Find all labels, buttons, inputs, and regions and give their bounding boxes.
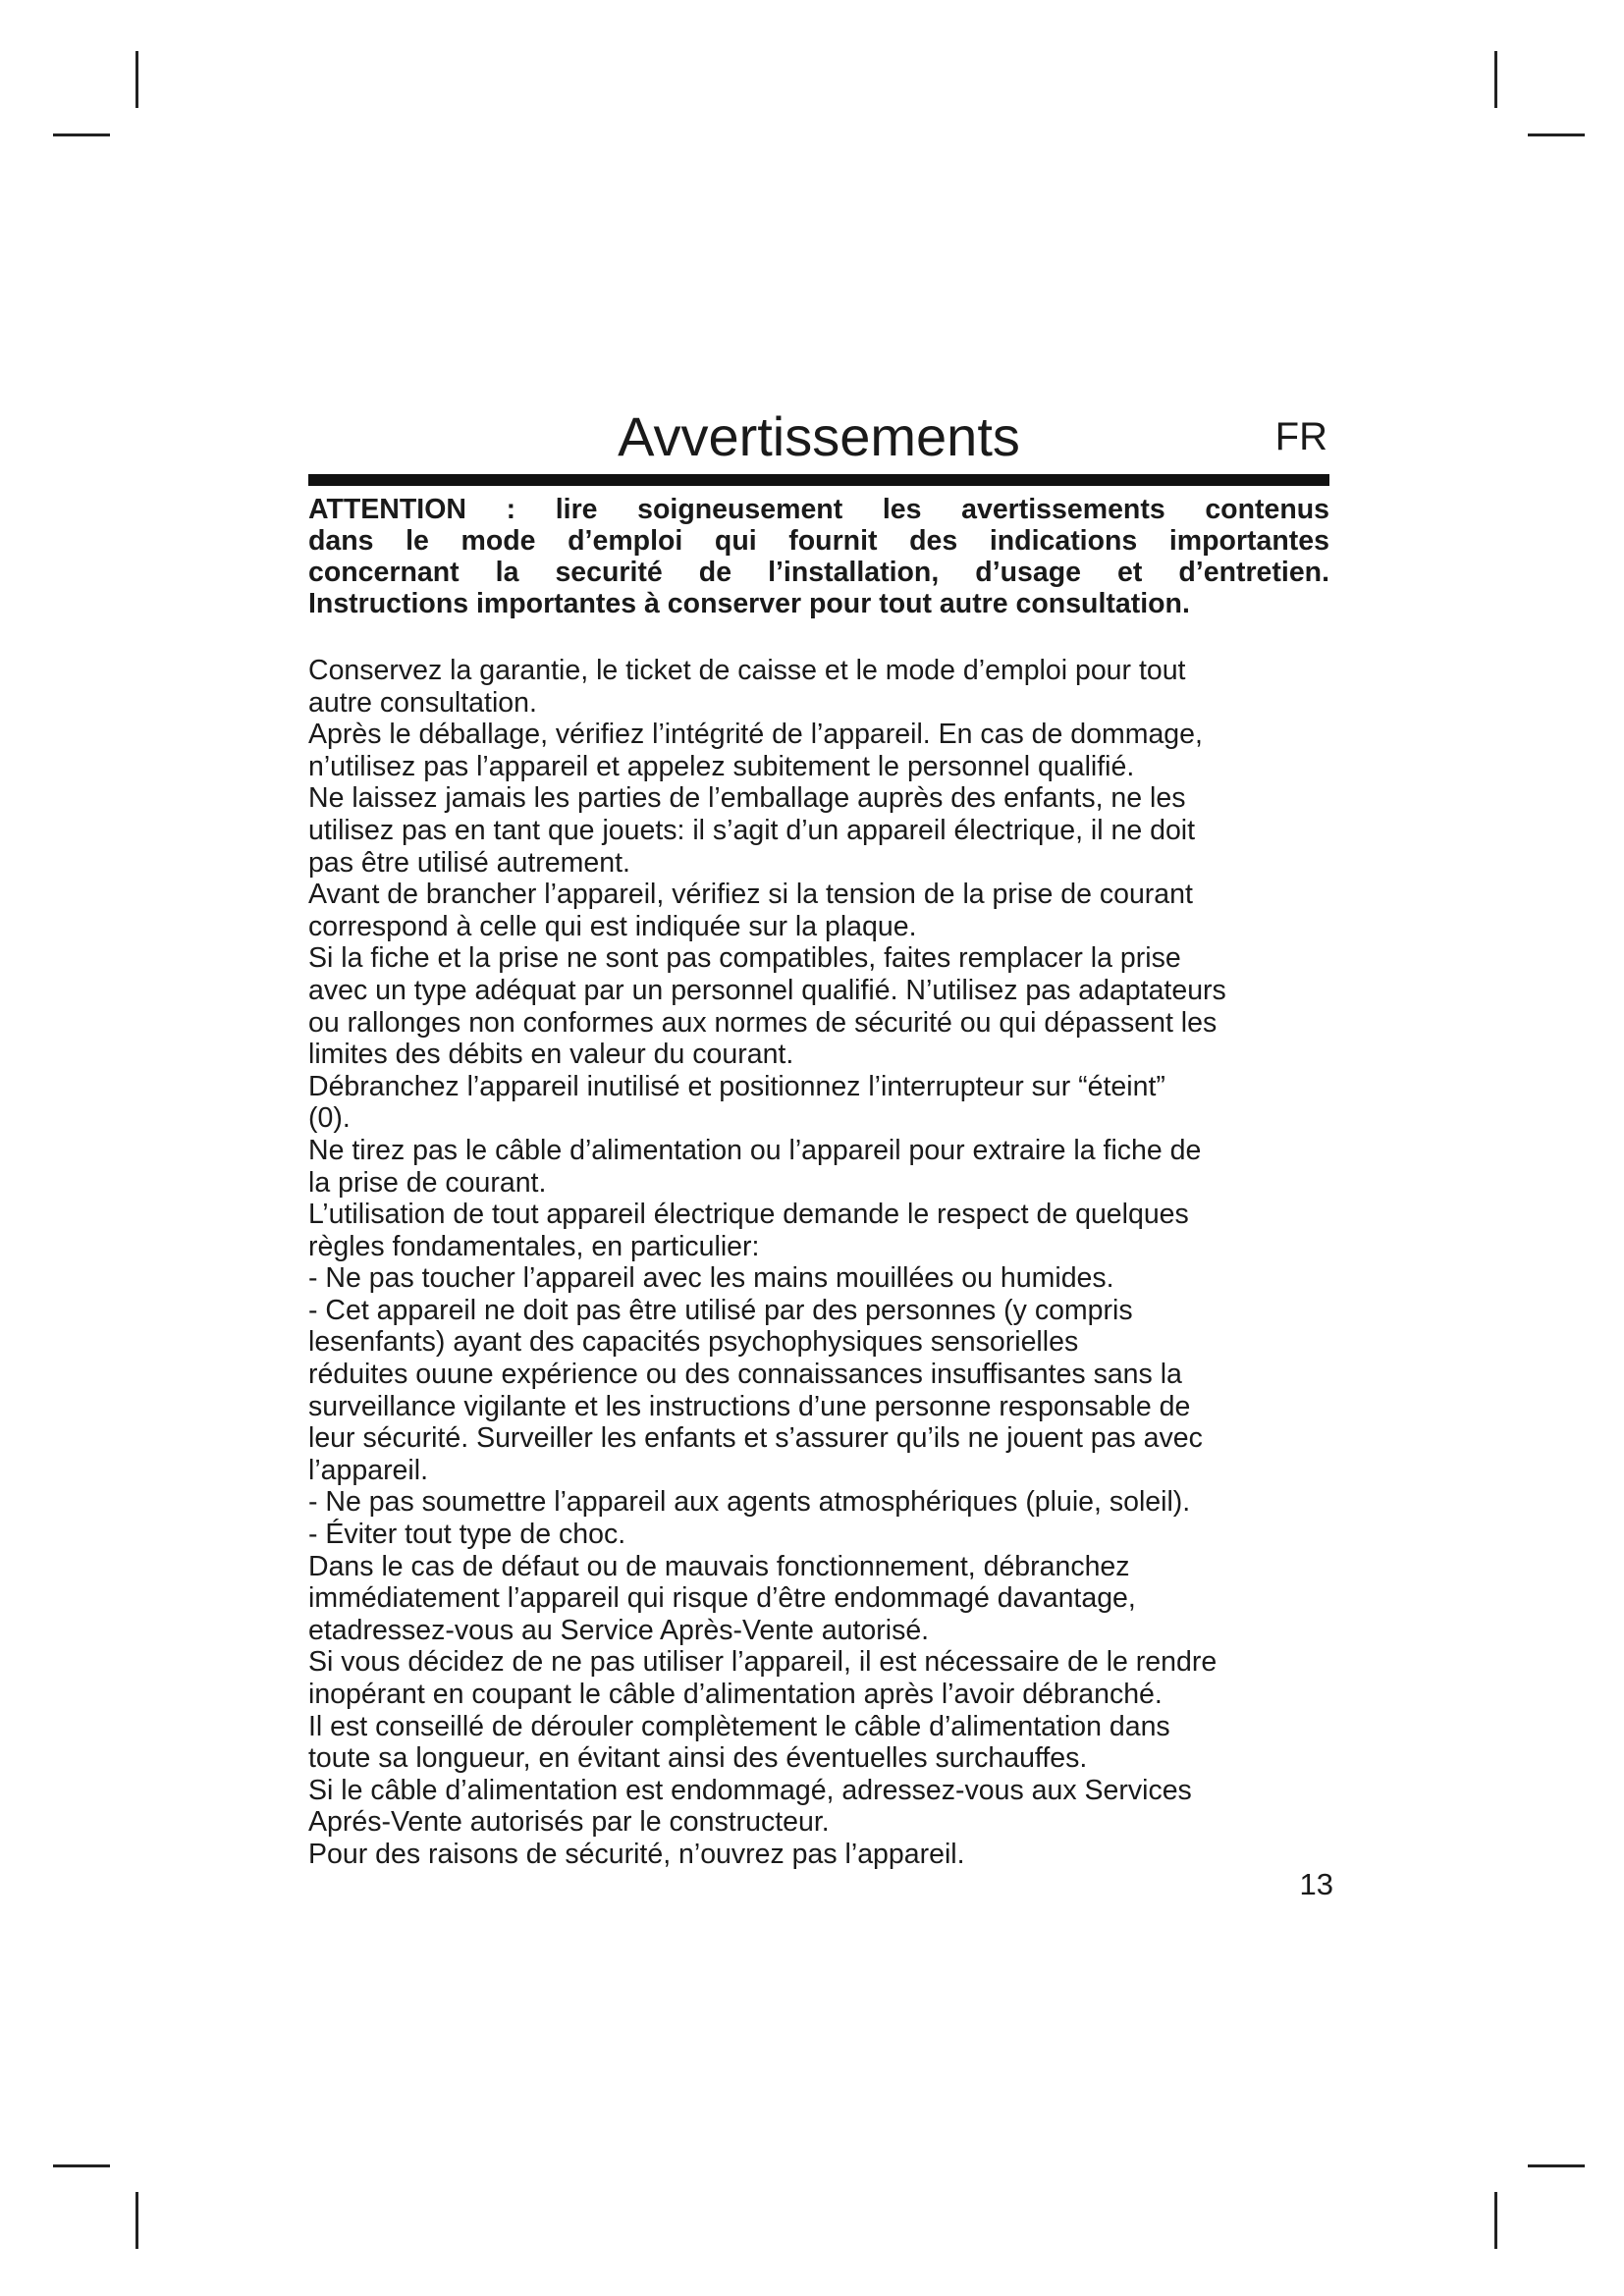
body-line: - Cet appareil ne doit pas être utilisé par des personnes (y compris [308,1294,1133,1326]
body-line: la prise de courant. [308,1166,547,1199]
body-line: Si la fiche et la prise ne sont pas compatibles, faites remplacer la prise [308,942,1181,975]
body-line: Si le câble d’alimentation est endommagé, adressez-vous aux Services [308,1774,1192,1806]
body-line: réduites ouune expérience ou des connaissances insuffisantes sans la [308,1359,1182,1391]
body-line: toute sa longueur, en évitant ainsi des éventuelles surchauffes. [308,1742,1088,1775]
body-line: Il est conseillé de dérouler complètement le câble d’alimentation dans [308,1710,1170,1742]
body-line: avec un type adéquat par un personnel qualifié. N’utilisez pas adaptateurs [308,974,1226,1006]
body-line: surveillance vigilante et les instructions d’une personne responsable de [308,1390,1191,1422]
body-line: utilisez pas en tant que jouets: il s’agit d’un appareil électrique, il ne doit [308,814,1196,846]
body-line: Ne tirez pas le câble d’alimentation ou l’appareil pour extraire la fiche de [308,1134,1202,1166]
crop-mark-top-left-horizontal [53,133,110,136]
body-line: limites des débits en valeur du courant. [308,1039,794,1071]
body-line: lesenfants) ayant des capacités psychophysiques sensorielles [308,1326,1079,1359]
page-header [308,398,1329,476]
crop-mark-bottom-right-horizontal [1528,2164,1585,2167]
crop-mark-top-right-horizontal [1528,133,1585,136]
attention-line: concernant la securité de l’installation, d’usage et d’entretien. [308,557,1329,588]
attention-block [308,494,1329,619]
crop-mark-bottom-left-horizontal [53,2164,110,2167]
body-line: (0). [308,1102,351,1135]
body-line: Après le déballage, vérifiez l’intégrité de l’appareil. En cas de dommage, [308,719,1203,751]
body-line: Ne laissez jamais les parties de l’emballage auprès des enfants, ne les [308,782,1186,815]
body-line: règles fondamentales, en particulier: [308,1230,760,1262]
body-line: l’appareil. [308,1454,428,1486]
crop-mark-top-left-vertical [135,51,138,108]
body-line: autre consultation. [308,686,537,719]
body-line: Dans le cas de défaut ou de mauvais fonctionnement, débranchez [308,1550,1130,1582]
body-line: inopérant en coupant le câble d’alimentation après l’avoir débranché. [308,1679,1163,1710]
attention-line: dans le mode d’emploi qui fournit des indications importantes [308,525,1329,557]
body-line: Avant de brancher l’appareil, vérifiez si la tension de la prise de courant [308,879,1193,911]
language-code: FR [1274,415,1327,458]
body-line: Conservez la garantie, le ticket de caisse et le mode d’emploi pour tout [308,655,1186,686]
body-line: n’utilisez pas l’appareil et appelez subitement le personnel qualifié. [308,750,1135,782]
header-rule [308,474,1329,486]
attention-line: Instructions importantes à conserver pour tout autre consultation. [308,588,1190,619]
body-line: pas être utilisé autrement. [308,846,630,879]
page-number: 13 [1299,1867,1333,1901]
body-line: Aprés-Vente autorisés par le constructeur. [308,1806,830,1839]
page-title: Avvertissements [618,405,1020,467]
body-line: correspond à celle qui est indiquée sur la plaque. [308,910,917,942]
body-line: ou rallonges non conformes aux normes de sécurité ou qui dépassent les [308,1006,1218,1039]
body-line: - Ne pas toucher l’appareil avec les mains mouillées ou humides. [308,1262,1114,1295]
body-line: L’utilisation de tout appareil électrique demande le respect de quelques [308,1199,1189,1231]
body-line: - Ne pas soumettre l’appareil aux agents atmosphériques (pluie, soleil). [308,1486,1191,1519]
body-line: leur sécurité. Surveiller les enfants et s’assurer qu’ils ne jouent pas avec [308,1422,1203,1455]
crop-mark-bottom-right-vertical [1494,2192,1497,2249]
body-line: - Éviter tout type de choc. [308,1519,626,1551]
crop-mark-bottom-left-vertical [135,2192,138,2249]
attention-line: ATTENTION : lire soigneusement les avertissements contenus [308,494,1329,525]
body-line: etadressez-vous au Service Après-Vente autorisé. [308,1614,930,1646]
crop-mark-top-right-vertical [1494,51,1497,108]
warnings-body [308,655,1369,1871]
body-line: Débranchez l’appareil inutilisé et positionnez l’interrupteur sur “éteint” [308,1070,1165,1102]
body-line: immédiatement l’appareil qui risque d’être endommagé davantage, [308,1582,1136,1615]
body-line: Si vous décidez de ne pas utiliser l’appareil, il est nécessaire de le rendre [308,1646,1218,1679]
body-line: Pour des raisons de sécurité, n’ouvrez pas l’appareil. [308,1838,965,1870]
